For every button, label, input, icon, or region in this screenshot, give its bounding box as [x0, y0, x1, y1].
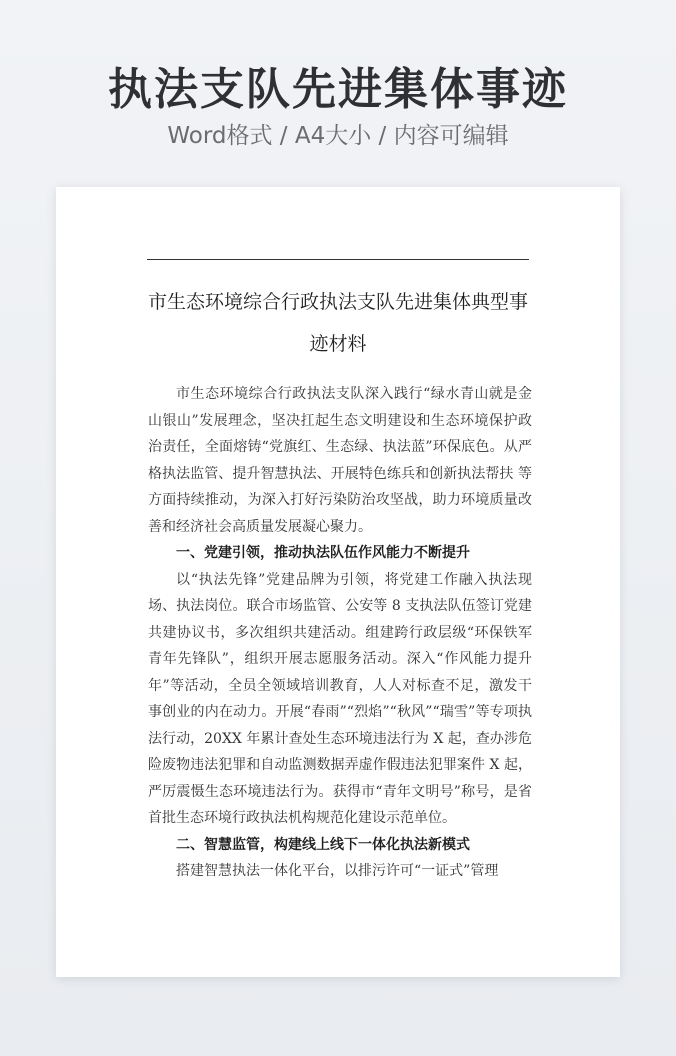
banner-subtitle: Word格式 / A4大小 / 内容可编辑	[167, 123, 509, 149]
section-2-heading: 二、智慧监管，构建线上线下一体化执法新模式	[176, 836, 470, 853]
section-1-paragraph: 以“执法先锋”党建品牌为引领，将党建工作融入执法现场、执法岗位。联合市场监管、公安等 8 支执法队伍签订党建共建协议书，多次组织共建活动。组建跨行政层级“环保铁军青年先锋队”，组织开展志愿服务活动。深入“作风能力提升年”等活动，全员全领域培训教育，人人对标查不足，激发干事创业的内在动力。开展“春雨”“烈焰”“秋风”“瑞雪”等专项执法行动，20XX 年累计查处生态环境违法行为 X 起，查办涉危险废物违法犯罪和自动监测数据弄虚作假违法犯罪案件 X 起，严厉震慑生态环境违法行为。获得市“青年文明号”称号，是省首批生态环境行政执法机构规范化建设示范单位。	[148, 571, 532, 826]
banner-title: 执法支队先进集体事迹	[108, 64, 568, 115]
section-1-heading: 一、党建引领，推动执法队伍作风能力不断提升	[176, 545, 470, 561]
section-2-paragraph: 搭建智慧执法一体化平台，以排污许可“一证式”管理	[176, 863, 499, 879]
document-body	[148, 381, 532, 885]
document-title: 市生态环境综合行政执法支队先进集体典型事迹材料	[147, 291, 528, 355]
document-page	[56, 187, 620, 977]
header-rule	[147, 259, 529, 260]
intro-paragraph: 市生态环境综合行政执法支队深入践行“绿水青山就是金山银山”发展理念，坚决扛起生态文明建设和生态环境保护政治责任，全面熔铸“党旗红、生态绿、执法蓝”环保底色。从严格执法监管、提升智慧执法、开展特色练兵和创新执法帮扶 等方面持续推动，为深入打好污染防治攻坚战，助力环境质量改善和经济社会高质量发展凝心聚力。	[148, 386, 532, 535]
